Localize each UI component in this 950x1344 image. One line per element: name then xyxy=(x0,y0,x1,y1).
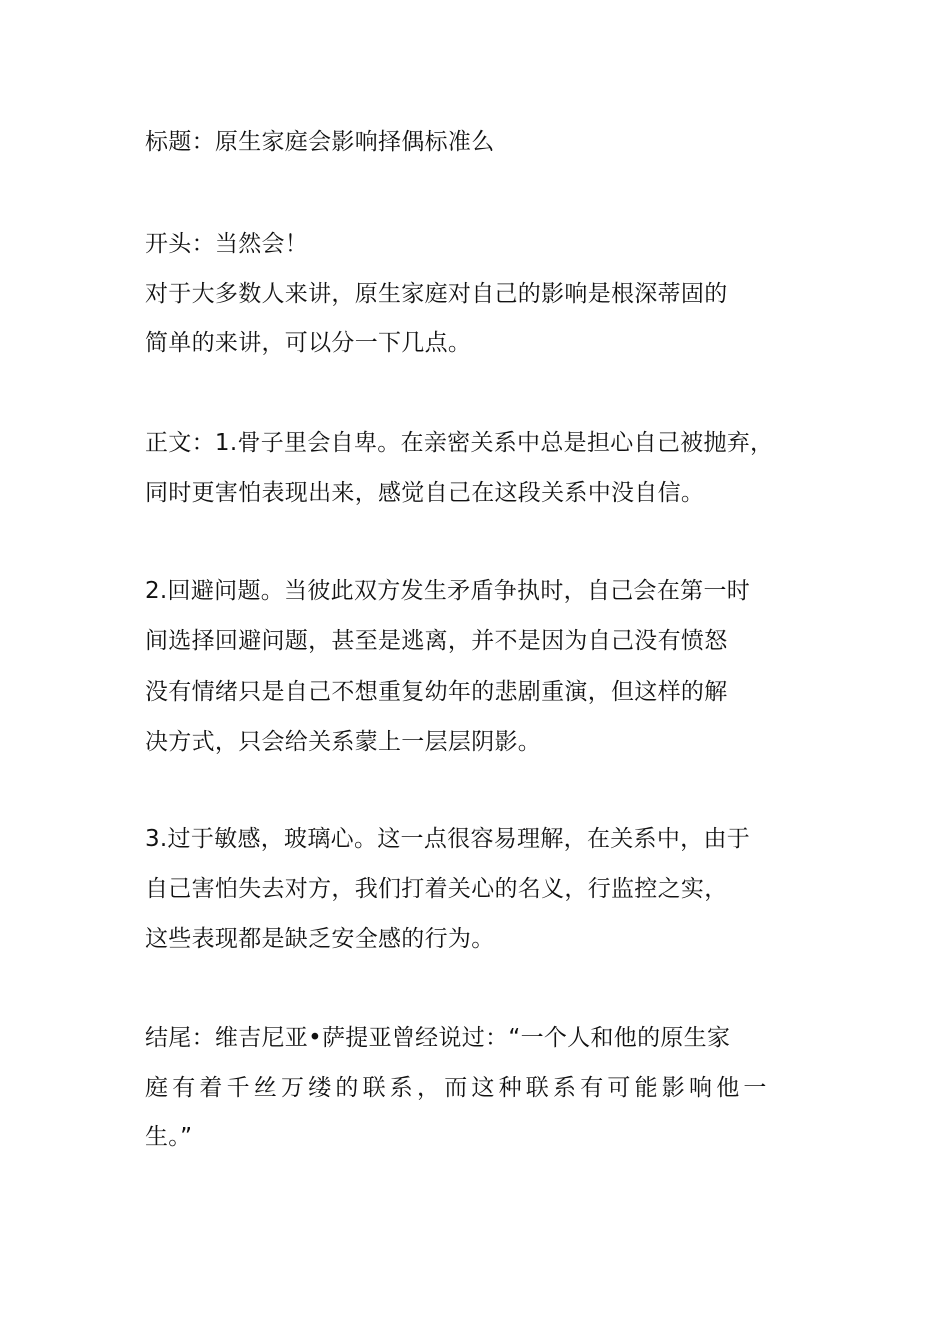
point3-line-3: 这些表现都是缺乏安全感的行为。 xyxy=(145,926,495,952)
ending-line-2: 庭有着千丝万缕的联系，而这种联系有可能影响他一 xyxy=(145,1075,771,1101)
point1-line-2: 同时更害怕表现出来，感觉自己在这段关系中没自信。 xyxy=(145,480,705,506)
point2-line-2: 间选择回避问题，甚至是逃离，并不是因为自己没有愤怒 xyxy=(145,628,728,654)
point2-line-4: 决方式，只会给关系蒙上一层层阴影。 xyxy=(145,729,542,755)
ending-line-1: 结尾：维吉尼亚•萨提亚曾经说过：“一个人和他的原生家 xyxy=(145,1025,731,1051)
ending-line-3: 生。” xyxy=(145,1124,193,1150)
opening-line-3: 简单的来讲，可以分一下几点。 xyxy=(145,330,472,356)
opening-line-1: 开头：当然会！ xyxy=(145,231,309,257)
point3-line-2: 自己害怕失去对方，我们打着关心的名义，行监控之实， xyxy=(145,876,728,902)
point2-line-3: 没有情绪只是自己不想重复幼年的悲剧重演，但这样的解 xyxy=(145,679,728,705)
point1-line-1: 正文：1.骨子里会自卑。在亲密关系中总是担心自己被抛弃， xyxy=(145,430,774,456)
title-line: 标题：原生家庭会影响择偶标准么 xyxy=(145,129,495,155)
point3-line-1: 3.过于敏感，玻璃心。这一点很容易理解，在关系中，由于 xyxy=(145,826,751,852)
point2-line-1: 2.回避问题。当彼此双方发生矛盾争执时，自己会在第一时 xyxy=(145,578,751,604)
opening-line-2: 对于大多数人来讲，原生家庭对自己的影响是根深蒂固的 xyxy=(145,281,728,307)
